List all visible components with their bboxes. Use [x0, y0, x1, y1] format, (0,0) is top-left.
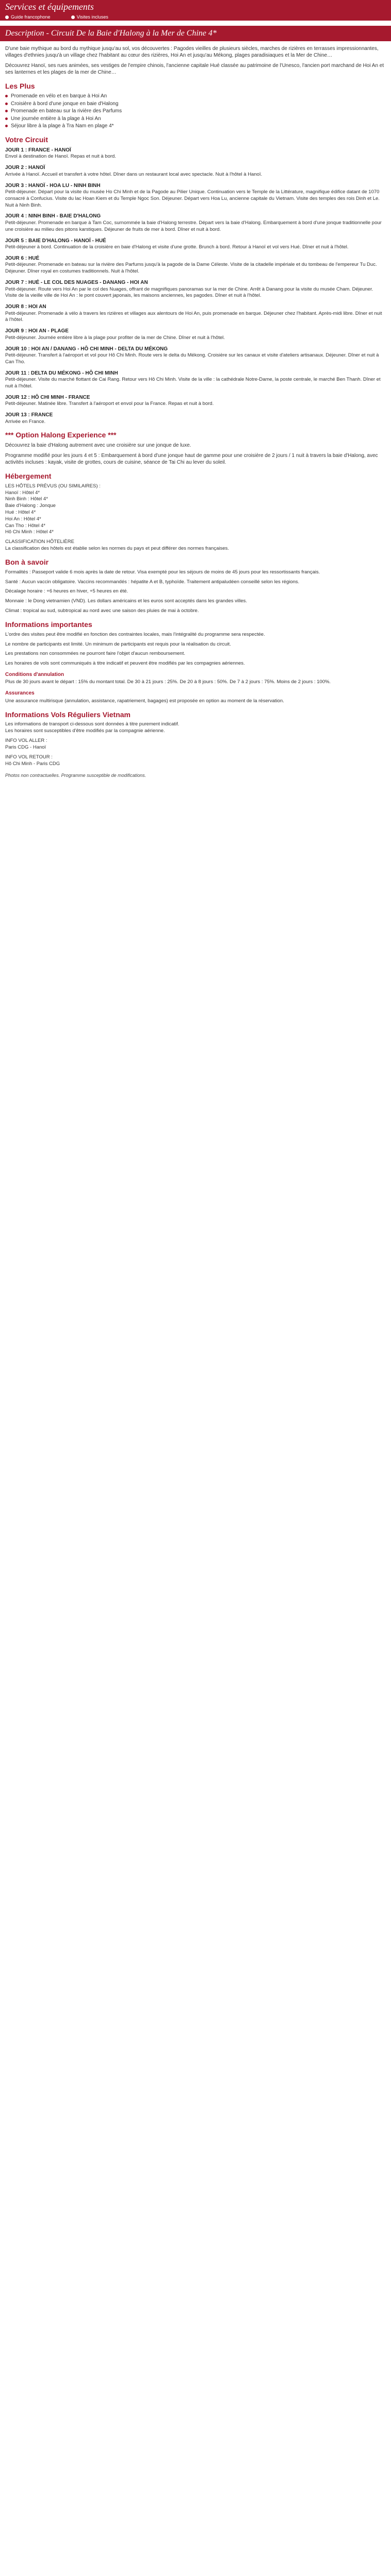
hotel-item: Hué : Hôtel 4* — [5, 509, 36, 515]
bullet-icon — [5, 103, 8, 105]
intro-p1: D'une baie mythique au bord du mythique jusqu'au sol, vos découvertes : Pagodes vieilles de plusieurs siècles, marches de rizières en terrasses impressionnantes, villages d'ethnies jusqu'à un village chez l'habitant au cœur des rizières, Hoi An et jusqu'au Mékong, plages paradisiaques et la Mer de Chine… — [5, 45, 379, 59]
hotels-title: Hébergement — [5, 471, 52, 480]
vols-p1: Les informations de transport ci-dessous sont données à titre purement indicatif. — [5, 721, 180, 727]
services-header — [0, 0, 391, 21]
option-p2: Programme modifié pour les jours 4 et 5 : Embarquement à bord d'une jonque haut de gamme pour une croisière de 2 jours / 1 nuit à travers la baie d'Halong, avec activités incluses : kayak, visite de grottes, cours de cuisine, séance de Tai Chi au lever du soleil. — [5, 452, 378, 466]
assurance-text: Une assurance multirisque (annulation, assistance, rapatriement, bagages) est proposée en option au moment de la réservation. — [5, 698, 284, 704]
day-item: JOUR 2 : HANOÏ Arrivée à Hanoï. Accueil et transfert à votre hôtel. Dîner dans un restaurant local avec spectacle. Nuit à l'hôtel à Hanoï. — [5, 165, 263, 177]
info-p4: Les horaires de vols sont communiqués à titre indicatif et peuvent être modifiés par les compagnies aériennes. — [5, 660, 245, 667]
bullet-icon — [71, 15, 75, 19]
class-text: La classification des hôtels est établie selon les normes du pays et peut différer des normes françaises. — [5, 546, 229, 552]
hotel-item: Baie d'Halong : Jonque — [5, 503, 56, 509]
itinerary-title: Votre Circuit — [5, 135, 48, 144]
list-item: Une journée entière à la plage à Hoi An — [5, 115, 386, 123]
programme-list — [5, 93, 386, 130]
day-item: JOUR 1 : FRANCE - HANOÏ Envol à destination de Hanoï. Repas et nuit à bord. — [5, 147, 116, 160]
guide-link[interactable] — [5, 14, 51, 20]
day-item: JOUR 10 : HOI AN / DANANG - HÔ CHI MINH - DELTA DU MÉKONG Petit-déjeuner. Transfert à l'aéroport et vol pour Hô Chi Minh. Route vers le delta du Mékong. Croisière sur les canaux et visite d'ateliers artisanaux. Déjeuner. Dîner et nuit à Can Tho. — [5, 346, 379, 365]
header-links — [5, 14, 386, 20]
day-item: JOUR 7 : HUÉ - LE COL DES NUAGES - DANANG - HOI AN Petit-déjeuner. Route vers Hoi An par le col des Nuages, offrant de magnifiques panoramas sur la mer de Chine. Arrêt à Danang pour la visite du musée Cham. Déjeuner. Visite de la vieille ville de Hoi An : le pont couvert japonais, les maisons anciennes, les pagodes. Dîner et nuit à l'hôtel. — [5, 280, 373, 299]
description-title: Description - Circuit De la Baie d'Halong à la Mer de Chine 4* — [0, 26, 391, 41]
description-content — [0, 41, 391, 784]
hotel-item: Hô Chi Minh : Hôtel 4* — [5, 529, 54, 535]
hotel-item: Hanoï : Hôtel 4* — [5, 489, 40, 496]
intro-p2: Découvrez Hanoï, ses rues animées, ses vestiges de l'empire chinois, l'ancienne capitale Hué classée au patrimoine de l'Unesco, l'ancien port marchand de Hoi An et ses lanternes et les plages de la mer de Chine… — [5, 62, 384, 76]
bullet-icon — [5, 110, 8, 112]
day-item: JOUR 3 : HANOÏ - HOA LU - NINH BINH Petit-déjeuner. Départ pour la visite du musée Ho Chi Minh et de la Pagode au Pilier Unique. Continuation vers le Temple de la Littérature, magnifique édifice datant de 1070 consacré à Confucius. Visite du lac Hoan Kiem et du Temple Ngoc Son. Déjeuner. Départ vers Hoa Lu, ancienne capitale du Vietnam. Visite des temples des rois Dinh et Le. Nuit à Ninh Binh. — [5, 182, 380, 208]
info-p3: Les prestations non consommées ne pourront faire l'objet d'aucun remboursement. — [5, 651, 185, 657]
day-item: JOUR 8 : HOI AN Petit-déjeuner. Promenade à vélo à travers les rizières et villages aux alentours de Hoi An, puis promenade en barque. Déjeuner chez l'habitant. Après-midi libre. Dîner et nuit à l'hôtel. — [5, 304, 382, 323]
visites-link[interactable] — [71, 14, 108, 20]
hotel-item: Ninh Binh : Hôtel 4* — [5, 496, 48, 502]
page — [0, 0, 391, 784]
list-item: Promenade en bateau sur la rivière des Parfums — [5, 108, 386, 115]
hotels-block — [5, 483, 386, 552]
visites-label: Visites incluses — [76, 14, 108, 20]
good-p1: Formalités : Passeport valide 6 mois après la date de retour. Visa exempté pour les séjours de moins de 45 jours pour les ressortissants français. — [5, 569, 320, 575]
good-title: Bon à savoir — [5, 557, 49, 566]
option-block — [5, 442, 386, 466]
day-item: JOUR 5 : BAIE D'HALONG - HANOÏ - HUÉ Petit-déjeuner à bord. Continuation de la croisière en baie d'Halong et visite d'une grotte. Brunch à bord. Retour à Hanoï et vol vers Hué. Dîner et nuit à l'hôtel. — [5, 238, 349, 250]
vols-block — [5, 721, 386, 767]
flight1-title: INFO VOL ALLER : — [5, 738, 47, 744]
day-item: JOUR 6 : HUÉ Petit-déjeuner. Promenade en bateau sur la rivière des Parfums jusqu'à la pagode de la Dame Céleste. Visite de la citadelle impériale et du tombeau de l'empereur Tu Duc. Déjeuner. Dîner royal en costumes traditionnels. Nuit à l'hôtel. — [5, 255, 377, 275]
conditions-text: Plus de 30 jours avant le départ : 15% du montant total. De 30 à 21 jours : 25%. De 20 à 8 jours : 50%. De 7 à 2 jours : 75%. Moins de 2 jours : 100%. — [5, 679, 331, 685]
good-block — [5, 569, 386, 615]
option-p1: Découvrez la baie d'Halong autrement avec une croisière sur une jonque de luxe. — [5, 443, 191, 449]
hotel-item: Hoi An : Hôtel 4* — [5, 516, 41, 522]
info-title: Informations importantes — [5, 620, 92, 629]
hotels-intro: LES HÔTELS PRÉVUS (OU SIMILAIRES) : — [5, 483, 101, 489]
list-item: Séjour libre à la plage à Tra Nam en plage 4* — [5, 123, 386, 130]
day-item: JOUR 12 : HÔ CHI MINH - FRANCE Petit-déjeuner. Matinée libre. Transfert à l'aéroport et envol pour la France. Repas et nuit à bord. — [5, 394, 214, 407]
day-item: JOUR 11 : DELTA DU MÉKONG - HÔ CHI MINH Petit-déjeuner. Visite du marché flottant de Cai Rang. Retour vers Hô Chi Minh. Visite de la ville : la cathédrale Notre-Dame, la poste centrale, le marché Ben Thanh. Dîner et nuit à l'hôtel. — [5, 370, 381, 389]
guide-label: Guide francophone — [11, 14, 51, 20]
list-item: Croisière à bord d'une jonque en baie d'Halong — [5, 100, 386, 108]
info-p2: Le nombre de participants est limité. Un minimum de participants est requis pour la réalisation du circuit. — [5, 641, 231, 647]
good-p2: Santé : Aucun vaccin obligatoire. Vaccins recommandés : hépatite A et B, typhoïde. Traitement antipaludéen conseillé selon les régions. — [5, 579, 300, 585]
info-p1: L'ordre des visites peut être modifié en fonction des contraintes locales, mais l'intégralité du programme sera respectée. — [5, 631, 265, 637]
good-p4: Monnaie : le Dong vietnamien (VND). Les dollars américains et les euros sont acceptés dans les grandes villes. — [5, 598, 247, 604]
vols-title: Informations Vols Réguliers Vietnam — [5, 710, 131, 719]
day-item: JOUR 4 : NINH BINH - BAIE D'HALONG Petit-déjeuner. Promenade en barque à Tam Coc, surnommée la baie d'Halong terrestre. Départ vers la baie d'Halong. Embarquement à bord d'une jonque traditionnelle pour une croisière au milieu des pitons karstiques. Déjeuner de fruits de mer à bord. Dîner et nuit à bord. — [5, 213, 382, 232]
flight2-title: INFO VOL RETOUR : — [5, 754, 53, 760]
bullet-icon — [5, 125, 8, 127]
footer-note: Photos non contractuelles. Programme susceptible de modifications. — [5, 773, 146, 778]
good-p5: Climat : tropical au sud, subtropical au nord avec une saison des pluies de mai à octobre. — [5, 607, 199, 614]
bullet-icon — [5, 95, 8, 97]
hotel-item: Can Tho : Hôtel 4* — [5, 522, 45, 529]
day-item: JOUR 9 : HOI AN - PLAGE Petit-déjeuner. Journée entière libre à la plage pour profiter de la mer de Chine. Dîner et nuit à l'hôtel. — [5, 328, 225, 341]
assurance-title: Assurances — [5, 690, 35, 697]
flight1: Paris CDG - Hanoï — [5, 744, 46, 750]
class-title: CLASSIFICATION HÔTELIÈRE — [5, 539, 74, 545]
programme-title: Les Plus — [5, 81, 35, 90]
vols-p2: Les horaires sont susceptibles d'être modifiés par la compagnie aérienne. — [5, 728, 165, 734]
list-item: Promenade en vélo et en barque à Hoi An — [5, 93, 386, 100]
bullet-icon — [5, 15, 9, 19]
services-title: Services et équipements — [5, 1, 94, 12]
good-p3: Décalage horaire : +6 heures en hiver, +5 heures en été. — [5, 588, 128, 595]
flight2: Hô Chi Minh - Paris CDG — [5, 760, 60, 767]
bullet-icon — [5, 117, 8, 120]
conditions-title: Conditions d'annulation — [5, 671, 64, 677]
option-title: *** Option Halong Experience *** — [5, 431, 117, 439]
info-block — [5, 632, 386, 705]
day-item: JOUR 13 : FRANCE Arrivée en France. — [5, 412, 53, 425]
